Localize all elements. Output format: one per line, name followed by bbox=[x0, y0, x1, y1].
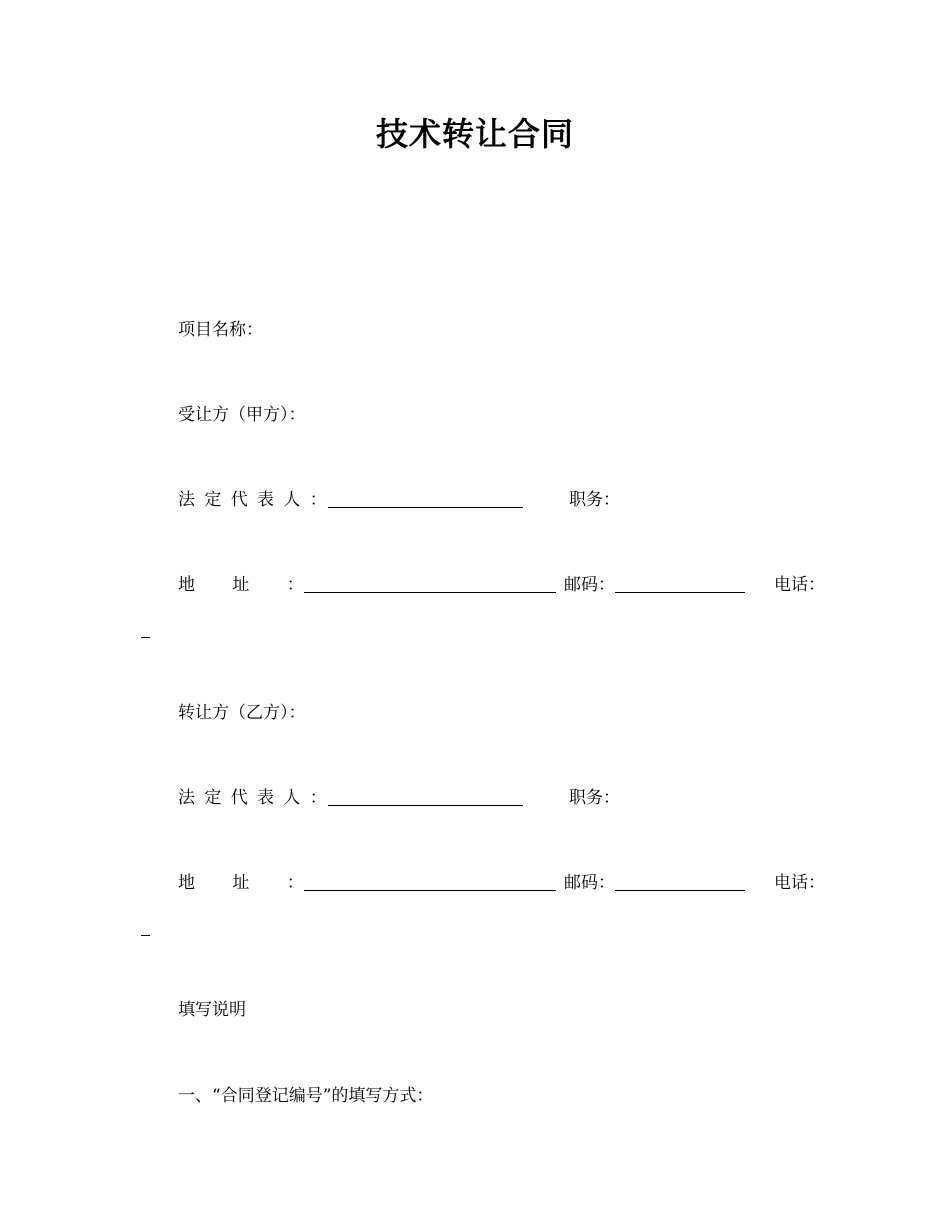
party-a-address-row bbox=[178, 573, 556, 597]
project-name-label: 项目名称： bbox=[178, 320, 263, 340]
party-b-phone-field[interactable] bbox=[141, 935, 150, 936]
party-a-legal-rep-row bbox=[178, 488, 523, 512]
party-b-postcode-field[interactable] bbox=[615, 871, 745, 891]
party-b-legal-rep-field[interactable] bbox=[328, 786, 523, 806]
party-a-address-label: 地址： bbox=[178, 575, 342, 595]
party-a-address-field[interactable] bbox=[304, 573, 556, 593]
instructions-heading: 填写说明 bbox=[178, 1000, 246, 1020]
party-a-phone-label: 电话： bbox=[774, 575, 825, 595]
party-a-heading: 受让方（甲方）： bbox=[178, 405, 306, 425]
party-b-heading: 转让方（乙方）： bbox=[178, 703, 306, 723]
instruction-item-1: 一、“合同登记编号”的填写方式： bbox=[178, 1086, 434, 1106]
party-b-postcode-row bbox=[564, 871, 745, 895]
party-b-address-field[interactable] bbox=[304, 871, 556, 891]
party-a-postcode-row bbox=[564, 573, 745, 597]
party-b-position-label: 职务： bbox=[569, 788, 620, 808]
party-b-phone-label: 电话： bbox=[774, 873, 825, 893]
party-b-legal-rep-label: 法定代表人： bbox=[178, 788, 337, 808]
party-b-address-label: 地址： bbox=[178, 873, 342, 893]
party-b-address-row bbox=[178, 871, 556, 895]
party-a-position-label: 职务： bbox=[569, 490, 620, 510]
party-a-legal-rep-label: 法定代表人： bbox=[178, 490, 337, 510]
party-a-legal-rep-field[interactable] bbox=[328, 488, 523, 508]
party-b-postcode-label: 邮码： bbox=[564, 873, 615, 893]
party-a-phone-field[interactable] bbox=[141, 637, 150, 638]
party-b-legal-rep-row bbox=[178, 786, 523, 810]
party-a-postcode-field[interactable] bbox=[615, 573, 745, 593]
document-title: 技术转让合同 bbox=[375, 115, 574, 153]
party-a-postcode-label: 邮码： bbox=[564, 575, 615, 595]
